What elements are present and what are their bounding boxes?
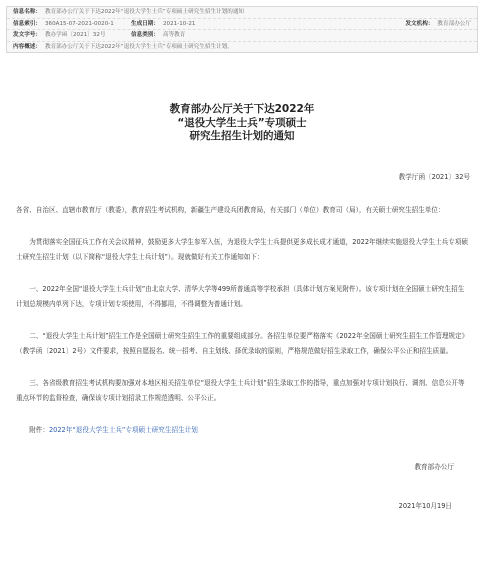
- attachment-label: 附件：: [29, 425, 49, 434]
- title-line: 教育部办公厅关于下达2022年: [169, 103, 315, 115]
- meta-key: 内容概述：: [13, 43, 41, 50]
- title-line: 研究生招生计划的通知: [189, 130, 295, 142]
- meta-value: 教办学函〔2021〕32号: [44, 32, 106, 38]
- attachment: [16, 423, 468, 438]
- signer: 教育部办公厅: [414, 462, 454, 471]
- meta-row-summary: [7, 42, 477, 53]
- paragraph-3: 三、各省级教育招生考试机构要加强对本地区相关招生单位“退役大学生士兵计划”招生录取工作的指导，重点加强对专项计划执行、调剂、信息公开等重点环节的监督检查，确保该专项计划招录工作规范透明、公平公正。: [16, 378, 465, 402]
- meta-value: 教育部办公厅: [437, 20, 471, 27]
- issue-date: 2021年10月19日: [398, 501, 452, 510]
- meta-row-index: [7, 19, 477, 31]
- paragraph-2: 二、“退役大学生士兵计划”招生工作是全国硕士研究生招生工作的重要组成部分。各招生单位要严格落实《2022年全国硕士研究生招生工作管理规定》（教学函〔2021〕2号）文件要求，按照自愿报名、统一招考、自主划线、择优录取的原则，严格规范做好招生录取工作，确保公平公正和招生质量。: [16, 331, 465, 355]
- meta-row-name: [7, 7, 477, 19]
- meta-key: 发文机构：: [405, 20, 434, 27]
- meta-value: 2021-10-21: [162, 20, 196, 27]
- meta-row-docno: [7, 30, 477, 42]
- attachment-link[interactable]: 2022年“退役大学生士兵”专项硕士研究生招生计划: [48, 425, 198, 434]
- meta-key: 生成日期：: [131, 20, 159, 27]
- meta-value: 360A15-07-2021-0020-1: [44, 20, 114, 27]
- meta-key: 信息类别：: [131, 32, 159, 38]
- meta-key: 发文字号：: [13, 32, 41, 38]
- document-number: 教学厅函〔2021〕32号: [398, 172, 470, 181]
- addressees: 各省、自治区、直辖市教育厅（教委），教育招生考试机构，新疆生产建设兵团教育局，有关部门（单位）教育司（局），有关硕士研究生招生单位：: [16, 205, 445, 214]
- paragraph-1: 一、2022年全国“退役大学生士兵计划”由北京大学、清华大学等499所普通高等学校承担（具体计划方案见附件）。该专项计划在全国硕士研究生招生计划总规模内单列下达，专项计划专项使用，不得挪用，不得调整为普通计划。: [16, 284, 465, 308]
- info-metadata-table: [6, 6, 478, 53]
- title-line: “退役大学生士兵”专项硕士: [177, 116, 307, 129]
- meta-value: 教育部办公厅关于下达2022年“退役大学生士兵”专项硕士研究生招生计划。: [44, 43, 233, 50]
- meta-value: 高等教育: [162, 32, 186, 38]
- meta-key: 信息索引：: [13, 20, 41, 27]
- document-body: [0, 203, 484, 438]
- meta-key: 信息名称：: [13, 9, 41, 15]
- document-title: [0, 103, 484, 144]
- paragraph-intro: 为贯彻落实全国征兵工作有关会议精神，鼓励更多大学生参军入伍，为退役大学生士兵提供更多成长成才通道，2022年继续实施退役大学生士兵专项硕士研究生招生计划（以下简称“退役大学生士兵计划”）。现就做好有关工作通知如下：: [16, 237, 468, 261]
- meta-value: 教育部办公厅关于下达2022年“退役大学生士兵”专项硕士研究生招生计划的通知: [44, 9, 245, 15]
